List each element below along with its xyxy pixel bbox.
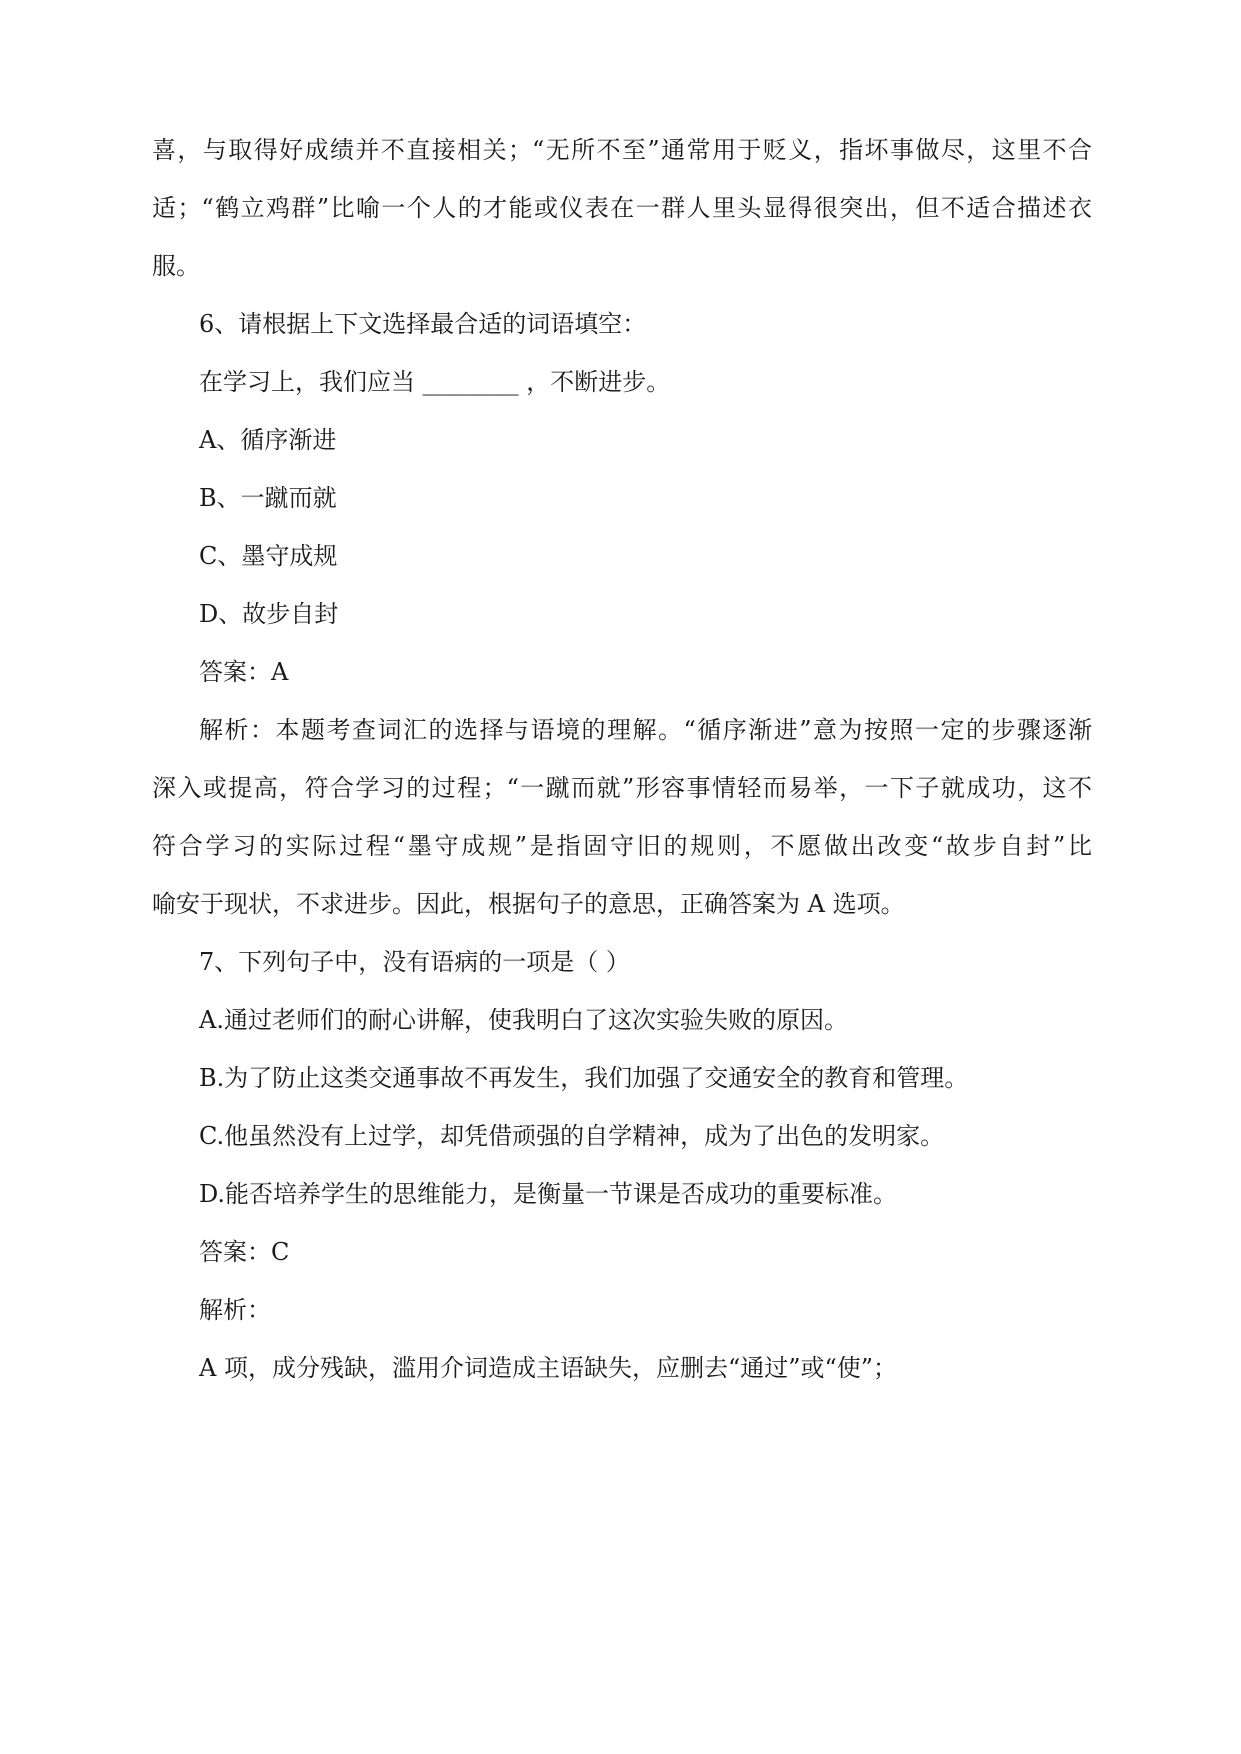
question-7-option-b: B.为了防止这类交通事故不再发生，我们加强了交通安全的教育和管理。 bbox=[199, 1064, 969, 1092]
question-7-explanation-label: 解析： bbox=[199, 1296, 271, 1324]
prev-explanation-line-3: 服。 bbox=[152, 252, 200, 280]
question-6-option-c: C、墨守成规 bbox=[199, 542, 338, 570]
question-6-explanation-line-2: 深入或提高，符合学习的过程；“一蹴而就”形容事情轻而易举，一下子就成功，这不 bbox=[152, 774, 1092, 802]
question-6-explanation-line-4: 喻安于现状，不求进步。因此，根据句子的意思，正确答案为 A 选项。 bbox=[152, 890, 905, 918]
question-6-option-a: A、循序渐进 bbox=[199, 426, 337, 454]
question-6-option-d: D、故步自封 bbox=[199, 600, 339, 628]
question-6-stem: 6、请根据上下文选择最合适的词语填空： bbox=[199, 310, 647, 338]
question-7-option-a: A.通过老师们的耐心讲解，使我明白了这次实验失败的原因。 bbox=[199, 1006, 848, 1034]
prev-explanation-line-2: 适；“鹤立鸡群”比喻一个人的才能或仪表在一群人里头显得很突出，但不适合描述衣 bbox=[152, 194, 1092, 222]
question-7-answer: 答案：C bbox=[199, 1238, 290, 1266]
question-7-option-c: C.他虽然没有上过学，却凭借顽强的自学精神，成为了出色的发明家。 bbox=[199, 1122, 945, 1150]
question-6-sentence: 在学习上，我们应当 ________ ，不断进步。 bbox=[199, 368, 671, 396]
question-7-option-d: D.能否培养学生的思维能力，是衡量一节课是否成功的重要标准。 bbox=[199, 1180, 898, 1208]
question-6-explanation-line-3: 符合学习的实际过程“墨守成规”是指固守旧的规则，不愿做出改变“故步自封”比 bbox=[152, 832, 1092, 860]
question-6-explanation-line-1: 解析：本题考查词汇的选择与语境的理解。“循序渐进”意为按照一定的步骤逐渐 bbox=[199, 716, 1092, 744]
question-7-explanation-a: A 项，成分残缺，滥用介词造成主语缺失，应删去“通过”或“使”； bbox=[199, 1354, 898, 1382]
question-6-option-b: B、一蹴而就 bbox=[199, 484, 337, 512]
question-7-stem: 7、下列句子中，没有语病的一项是（ ） bbox=[199, 948, 630, 976]
prev-explanation-line-1: 喜，与取得好成绩并不直接相关；“无所不至”通常用于贬义，指坏事做尽，这里不合 bbox=[152, 136, 1092, 164]
question-6-answer: 答案：A bbox=[199, 658, 289, 686]
